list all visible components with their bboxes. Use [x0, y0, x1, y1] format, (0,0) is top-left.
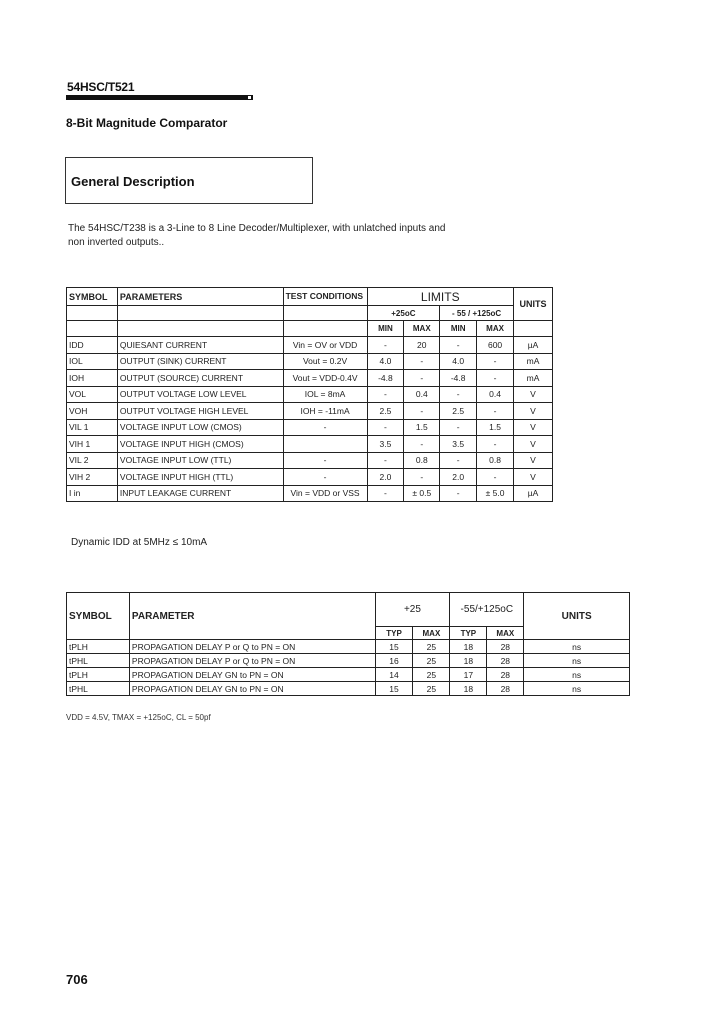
cell-max-full-range: ± 5.0 [477, 485, 514, 502]
cell-max-full-range: - [477, 353, 514, 370]
cell-min-25c: 2.5 [367, 403, 404, 420]
cell-unit: ns [524, 654, 630, 668]
cell-typ-25: 15 [375, 682, 413, 696]
cell-parameter: PROPAGATION DELAY GN to PN = ON [129, 668, 375, 682]
table-row [67, 485, 553, 502]
cell-unit: V [514, 403, 553, 420]
table-row [67, 370, 553, 387]
table-row [67, 403, 553, 420]
dc-characteristics-table [66, 287, 553, 502]
cell-max-25: 25 [413, 654, 450, 668]
cell-max-25c: 20 [404, 337, 440, 354]
cell-parameter: VOLTAGE INPUT LOW (CMOS) [117, 419, 283, 436]
cell-symbol: VIH 2 [67, 469, 118, 486]
blank-cell [514, 321, 553, 337]
cell-unit: ns [524, 682, 630, 696]
col-limits-header: LIMITS [367, 288, 514, 306]
cell-parameter: PROPAGATION DELAY P or Q to PN = ON [129, 640, 375, 654]
cell-unit: V [514, 419, 553, 436]
cell-symbol: I in [67, 485, 118, 502]
cell-typ-25: 15 [375, 640, 413, 654]
temp-range-b: - 55 / +125oC [440, 306, 514, 321]
cell-symbol: VOH [67, 403, 118, 420]
table-row [67, 386, 553, 403]
cell-min-full-range: 3.5 [440, 436, 477, 453]
cell-max-25: 25 [413, 682, 450, 696]
min-header: MIN [440, 321, 477, 337]
max-header: MAX [404, 321, 440, 337]
col-units-header: UNITS [514, 288, 553, 321]
cell-test-condition: IOH = -11mA [283, 403, 367, 420]
cell-test-condition: - [283, 419, 367, 436]
cell-parameter: VOLTAGE INPUT LOW (TTL) [117, 452, 283, 469]
table-row [67, 419, 553, 436]
blank-cell [67, 321, 118, 337]
cell-test-condition: - [283, 469, 367, 486]
cell-max-full-range: 0.8 [477, 452, 514, 469]
cell-max-full-range: 28 [487, 640, 524, 654]
col-symbol-header: SYMBOL [67, 288, 118, 306]
cell-symbol: VIL 2 [67, 452, 118, 469]
cell-min-25c: - [367, 386, 404, 403]
col-symbol-header: SYMBOL [67, 593, 130, 640]
col-parameters-header: PARAMETERS [117, 288, 283, 306]
header-rule [66, 95, 253, 100]
cell-min-25c: - [367, 452, 404, 469]
cell-parameter: OUTPUT (SINK) CURRENT [117, 353, 283, 370]
table-row [67, 668, 630, 682]
cell-min-full-range: - [440, 337, 477, 354]
cell-unit: ns [524, 640, 630, 654]
table-row [67, 436, 553, 453]
cell-max-25c: 0.4 [404, 386, 440, 403]
cell-symbol: VIL 1 [67, 419, 118, 436]
dynamic-idd-note: Dynamic IDD at 5MHz ≤ 10mA [71, 537, 208, 548]
cell-min-full-range: - [440, 485, 477, 502]
cell-max-25c: ± 0.5 [404, 485, 440, 502]
cell-parameter: OUTPUT VOLTAGE HIGH LEVEL [117, 403, 283, 420]
cell-min-full-range: 2.0 [440, 469, 477, 486]
cell-typ-25: 16 [375, 654, 413, 668]
cell-parameter: PROPAGATION DELAY GN to PN = ON [129, 682, 375, 696]
table-row [67, 654, 630, 668]
cell-min-full-range: - [440, 452, 477, 469]
cell-max-25c: - [404, 353, 440, 370]
cell-test-condition: - [283, 452, 367, 469]
cell-symbol: IOL [67, 353, 118, 370]
cell-max-full-range: - [477, 403, 514, 420]
cell-max-25c: 1.5 [404, 419, 440, 436]
cell-parameter: OUTPUT VOLTAGE LOW LEVEL [117, 386, 283, 403]
cell-min-full-range: - [440, 419, 477, 436]
cell-symbol: IOH [67, 370, 118, 387]
cell-max-full-range: 1.5 [477, 419, 514, 436]
cell-symbol: IDD [67, 337, 118, 354]
cell-min-25c: 4.0 [367, 353, 404, 370]
cell-test-condition: Vout = VDD-0.4V [283, 370, 367, 387]
cell-min-25c: - [367, 337, 404, 354]
cell-parameter: VOLTAGE INPUT HIGH (TTL) [117, 469, 283, 486]
max-header: MAX [413, 627, 450, 640]
table-row [67, 337, 553, 354]
table-row [67, 640, 630, 654]
col-parameter-header: PARAMETER [129, 593, 375, 640]
cell-parameter: QUIESANT CURRENT [117, 337, 283, 354]
cell-parameter: PROPAGATION DELAY P or Q to PN = ON [129, 654, 375, 668]
cell-unit: µA [514, 337, 553, 354]
blank-cell [117, 321, 283, 337]
cell-symbol: tPLH [67, 668, 130, 682]
cell-min-25c: - [367, 419, 404, 436]
part-number: 54HSC/T521 [67, 80, 135, 94]
cell-unit: µA [514, 485, 553, 502]
cell-max-25c: - [404, 469, 440, 486]
cell-max-25c: - [404, 436, 440, 453]
cell-test-condition: Vout = 0.2V [283, 353, 367, 370]
cell-test-condition [283, 436, 367, 453]
device-title: 8-Bit Magnitude Comparator [66, 116, 228, 130]
section-title: General Description [71, 174, 195, 189]
cell-symbol: VOL [67, 386, 118, 403]
cell-unit: V [514, 386, 553, 403]
cell-typ-full-range: 18 [450, 640, 487, 654]
cell-symbol: tPLH [67, 640, 130, 654]
max-header: MAX [487, 627, 524, 640]
cell-typ-full-range: 17 [450, 668, 487, 682]
cell-max-full-range: 600 [477, 337, 514, 354]
cell-max-full-range: 28 [487, 668, 524, 682]
test-conditions-note: VDD = 4.5V, TMAX = +125oC, CL = 50pf [66, 713, 211, 722]
cell-test-condition: Vin = OV or VDD [283, 337, 367, 354]
cell-unit: mA [514, 370, 553, 387]
cell-symbol: tPHL [67, 682, 130, 696]
cell-unit: mA [514, 353, 553, 370]
cell-max-full-range: - [477, 370, 514, 387]
cell-parameter: INPUT LEAKAGE CURRENT [117, 485, 283, 502]
cell-min-full-range: 2.5 [440, 403, 477, 420]
table-row [67, 682, 630, 696]
cell-unit: V [514, 469, 553, 486]
cell-max-full-range: - [477, 469, 514, 486]
cell-typ-full-range: 18 [450, 654, 487, 668]
table-row [67, 452, 553, 469]
typ-header: TYP [450, 627, 487, 640]
blank-cell [67, 306, 118, 321]
cell-max-25c: 0.8 [404, 452, 440, 469]
cell-symbol: tPHL [67, 654, 130, 668]
cell-typ-25: 14 [375, 668, 413, 682]
table-row [67, 469, 553, 486]
cell-unit: ns [524, 668, 630, 682]
cell-max-25c: - [404, 403, 440, 420]
cell-test-condition: IOL = 8mA [283, 386, 367, 403]
cell-min-full-range: - [440, 386, 477, 403]
page-number: 706 [66, 972, 88, 987]
blank-cell [117, 306, 283, 321]
blank-cell [283, 321, 367, 337]
table-row [67, 353, 553, 370]
temp-range-a: +25oC [367, 306, 440, 321]
cell-unit: V [514, 452, 553, 469]
cell-min-25c: 2.0 [367, 469, 404, 486]
max-header: MAX [477, 321, 514, 337]
cell-max-25c: - [404, 370, 440, 387]
cell-max-25: 25 [413, 640, 450, 654]
cell-parameter: OUTPUT (SOURCE) CURRENT [117, 370, 283, 387]
col-units-header: UNITS [524, 593, 630, 640]
min-header: MIN [367, 321, 404, 337]
description-text: The 54HSC/T238 is a 3-Line to 8 Line Decoder/Multiplexer, with unlatched inputs and non inverted outputs.. [68, 223, 446, 248]
cell-min-25c: 3.5 [367, 436, 404, 453]
cell-max-full-range: - [477, 436, 514, 453]
temp-range-b: -55/+125oC [450, 593, 524, 627]
blank-cell [283, 306, 367, 321]
cell-symbol: VIH 1 [67, 436, 118, 453]
cell-typ-full-range: 18 [450, 682, 487, 696]
ac-characteristics-table [66, 592, 630, 696]
col-test-conditions-header: TEST CONDITIONS [283, 288, 367, 306]
cell-max-full-range: 0.4 [477, 386, 514, 403]
cell-max-25: 25 [413, 668, 450, 682]
cell-unit: V [514, 436, 553, 453]
cell-min-25c: -4.8 [367, 370, 404, 387]
cell-parameter: VOLTAGE INPUT HIGH (CMOS) [117, 436, 283, 453]
cell-min-full-range: 4.0 [440, 353, 477, 370]
typ-header: TYP [375, 627, 413, 640]
cell-max-full-range: 28 [487, 682, 524, 696]
cell-test-condition: Vin = VDD or VSS [283, 485, 367, 502]
cell-min-full-range: -4.8 [440, 370, 477, 387]
temp-range-a: +25 [375, 593, 450, 627]
cell-min-25c: - [367, 485, 404, 502]
cell-max-full-range: 28 [487, 654, 524, 668]
